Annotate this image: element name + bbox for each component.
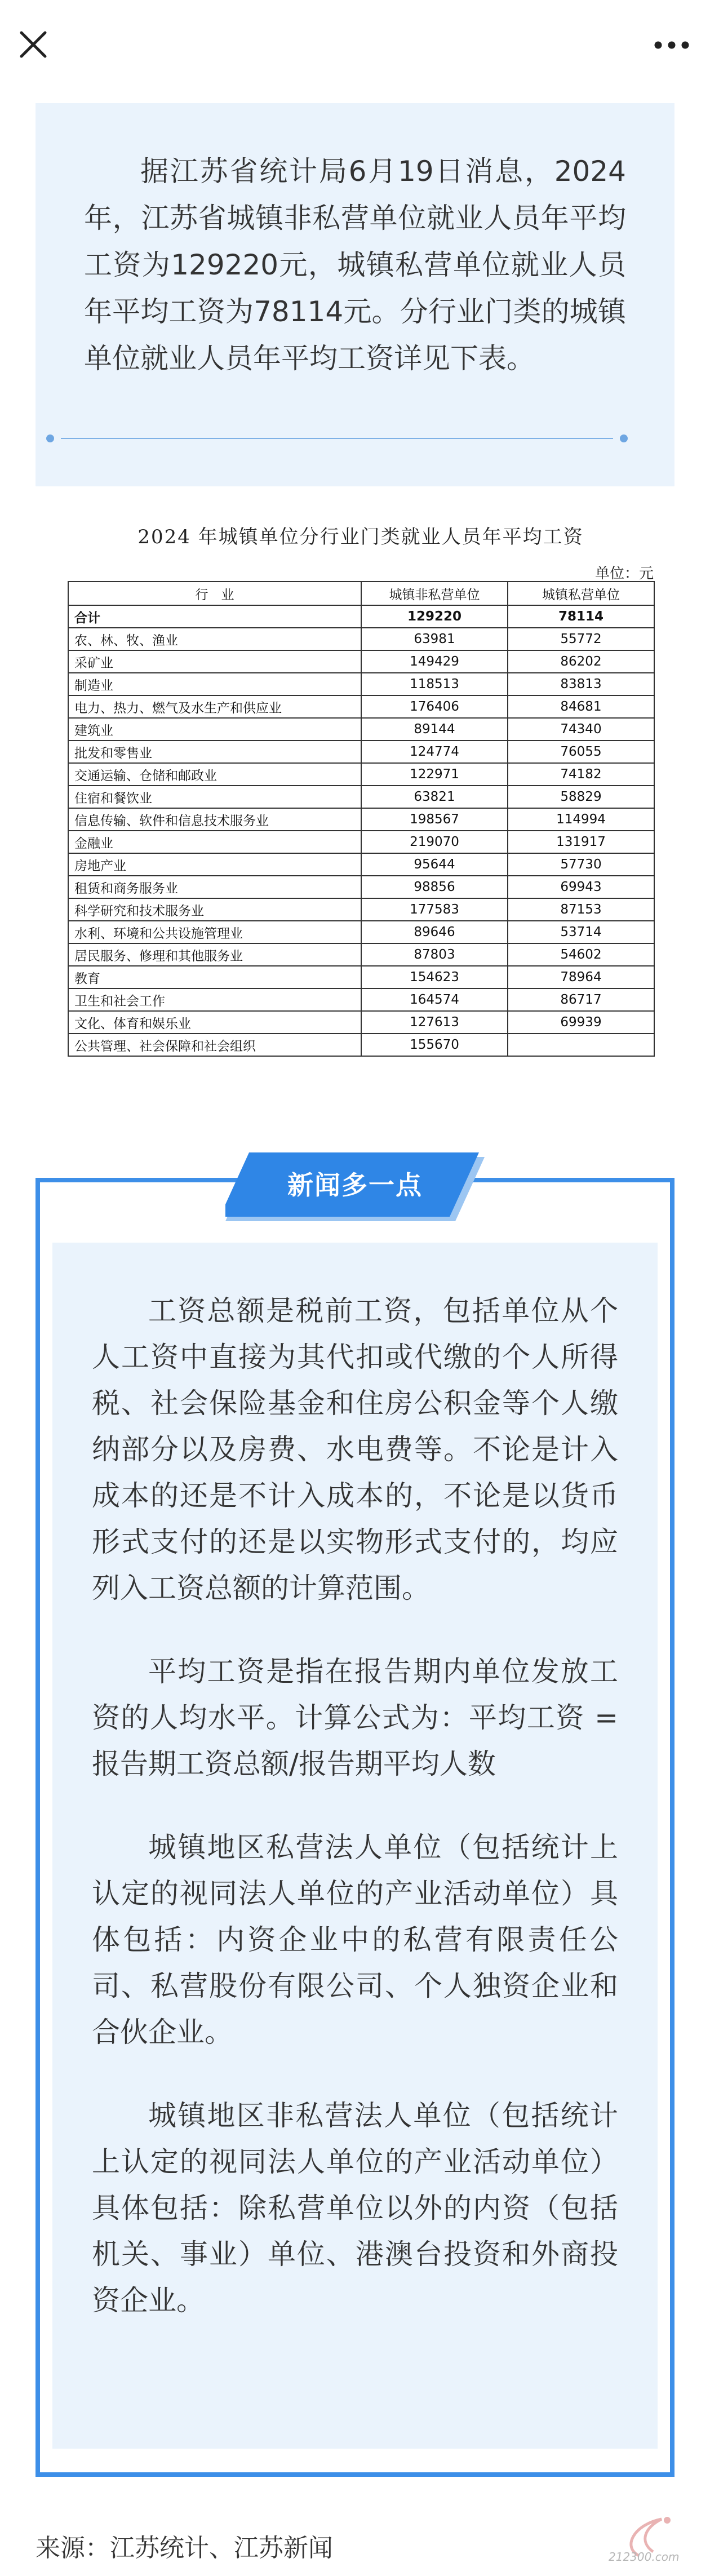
row-private: 55772 xyxy=(508,628,654,650)
intro-paragraph: 据江苏省统计局6月19日消息，2024年，江苏省城镇非私营单位就业人员年平均工资为129220元，城镇私营单位就业人员年平均工资为78114元。分行业门类的城镇单位就业人员年平均工资详见下表。 xyxy=(84,155,626,375)
row-industry: 居民服务、修理和其他服务业 xyxy=(68,943,361,966)
header-private: 城镇私营单位 xyxy=(508,582,654,605)
row-nonprivate: 89144 xyxy=(361,718,508,741)
table-row xyxy=(68,718,654,741)
row-private: 114994 xyxy=(508,808,654,831)
row-nonprivate: 154623 xyxy=(361,966,508,988)
row-private: 84681 xyxy=(508,695,654,718)
table-row xyxy=(68,808,654,831)
news-badge-title: 新闻多一点 xyxy=(287,1170,423,1200)
table-row xyxy=(68,1011,654,1034)
table-row xyxy=(68,831,654,853)
row-industry: 租赁和商务服务业 xyxy=(68,876,361,898)
row-industry: 卫生和社会工作 xyxy=(68,988,361,1011)
row-industry: 建筑业 xyxy=(68,718,361,741)
table-row xyxy=(68,786,654,808)
row-private: 74340 xyxy=(508,718,654,741)
news-panel xyxy=(52,1243,658,2449)
table-title: 2024 年城镇单位分行业门类就业人员年平均工资 xyxy=(137,526,584,548)
table-row xyxy=(68,628,654,650)
close-button[interactable] xyxy=(16,27,51,62)
table-row xyxy=(68,898,654,921)
row-nonprivate: 63981 xyxy=(361,628,508,650)
row-private: 131917 xyxy=(508,831,654,853)
total-private: 78114 xyxy=(508,605,654,628)
row-nonprivate: 149429 xyxy=(361,650,508,673)
close-icon xyxy=(16,27,51,62)
row-private: 54602 xyxy=(508,943,654,966)
row-nonprivate: 122971 xyxy=(361,763,508,786)
row-nonprivate: 95644 xyxy=(361,853,508,876)
divider-line xyxy=(61,438,613,439)
table-row xyxy=(68,763,654,786)
row-industry: 批发和零售业 xyxy=(68,741,361,763)
row-private: 58829 xyxy=(508,786,654,808)
row-industry: 水利、环境和公共设施管理业 xyxy=(68,921,361,943)
row-nonprivate: 127613 xyxy=(361,1011,508,1034)
total-label: 合计 xyxy=(68,605,361,628)
row-nonprivate: 98856 xyxy=(361,876,508,898)
news-paragraph-1: 工资总额是税前工资，包括单位从个人工资中直接为其代扣或代缴的个人所得税、社会保险基金和住房公积金等个人缴纳部分以及房费、水电费等。不论是计入成本的还是不计入成本的，不论是以货币形式支付的还是以实物形式支付的，均应列入工资总额的计算范围。 xyxy=(92,1294,618,1604)
table-row xyxy=(68,876,654,898)
row-nonprivate: 164574 xyxy=(361,988,508,1011)
top-bar xyxy=(0,0,710,85)
row-industry: 公共管理、社会保障和社会组织 xyxy=(68,1034,361,1056)
row-private: 57730 xyxy=(508,853,654,876)
row-industry: 科学研究和技术服务业 xyxy=(68,898,361,921)
row-industry: 房地产业 xyxy=(68,853,361,876)
row-nonprivate: 198567 xyxy=(361,808,508,831)
row-industry: 信息传输、软件和信息技术服务业 xyxy=(68,808,361,831)
divider-dot-right xyxy=(620,434,628,442)
table-row xyxy=(68,853,654,876)
more-options-button[interactable] xyxy=(649,29,694,61)
row-nonprivate: 89646 xyxy=(361,921,508,943)
row-private: 69943 xyxy=(508,876,654,898)
row-nonprivate: 219070 xyxy=(361,831,508,853)
row-private: 69939 xyxy=(508,1011,654,1034)
row-private: 83813 xyxy=(508,673,654,695)
table-unit: 单位：元 xyxy=(594,565,654,582)
total-nonprivate: 129220 xyxy=(361,605,508,628)
intro-panel xyxy=(36,103,674,486)
wage-table-figure xyxy=(68,521,654,1099)
table-row xyxy=(68,943,654,966)
row-nonprivate: 124774 xyxy=(361,741,508,763)
table-row xyxy=(68,988,654,1011)
header-industry: 行 业 xyxy=(68,582,361,605)
row-industry: 农、林、牧、渔业 xyxy=(68,628,361,650)
row-nonprivate: 177583 xyxy=(361,898,508,921)
news-frame-top-left xyxy=(36,1178,250,1182)
row-industry: 文化、体育和娱乐业 xyxy=(68,1011,361,1034)
row-industry: 电力、热力、燃气及水生产和供应业 xyxy=(68,695,361,718)
row-industry: 采矿业 xyxy=(68,650,361,673)
row-industry: 住宿和餐饮业 xyxy=(68,786,361,808)
table-row xyxy=(68,741,654,763)
row-private: 76055 xyxy=(508,741,654,763)
table-row xyxy=(68,966,654,988)
row-industry: 制造业 xyxy=(68,673,361,695)
row-industry: 交通运输、仓储和邮政业 xyxy=(68,763,361,786)
row-private: 78964 xyxy=(508,966,654,988)
row-private: 86717 xyxy=(508,988,654,1011)
table-row xyxy=(68,673,654,695)
table-total-row xyxy=(68,605,654,628)
row-private: 87153 xyxy=(508,898,654,921)
header-nonprivate: 城镇非私营单位 xyxy=(361,582,508,605)
intro-divider xyxy=(46,433,628,444)
row-private: 74182 xyxy=(508,763,654,786)
wage-table xyxy=(68,581,655,1057)
row-industry: 金融业 xyxy=(68,831,361,853)
row-nonprivate: 87803 xyxy=(361,943,508,966)
row-industry: 教育 xyxy=(68,966,361,988)
row-nonprivate: 155670 xyxy=(361,1034,508,1056)
table-row xyxy=(68,1034,654,1056)
table-row xyxy=(68,695,654,718)
news-paragraph-3: 城镇地区私营法人单位（包括统计上认定的视同法人单位的产业活动单位）具体包括：内资企业中的私营有限责任公司、私营股份有限公司、个人独资企业和合伙企业。 xyxy=(92,1831,618,2049)
row-private xyxy=(508,1034,654,1056)
row-nonprivate: 176406 xyxy=(361,695,508,718)
table-row xyxy=(68,921,654,943)
news-paragraph-2: 平均工资是指在报告期内单位发放工资的人均水平。计算公式为：平均工资 = 报告期工资总额/报告期平均人数 xyxy=(92,1655,618,1780)
row-private: 86202 xyxy=(508,650,654,673)
divider-dot-left xyxy=(46,434,54,442)
row-nonprivate: 118513 xyxy=(361,673,508,695)
news-paragraph-4: 城镇地区非私营法人单位（包括统计上认定的视同法人单位的产业活动单位）具体包括：除私营单位以外的内资（包括机关、事业）单位、港澳台投资和外商投资企业。 xyxy=(92,2099,618,2317)
source-line: 来源：江苏统计、江苏新闻 xyxy=(36,2534,333,2562)
table-row xyxy=(68,650,654,673)
row-private: 53714 xyxy=(508,921,654,943)
news-frame-top-right xyxy=(461,1178,674,1182)
row-nonprivate: 63821 xyxy=(361,786,508,808)
watermark-text: 212300.com xyxy=(609,2550,680,2564)
table-header-row xyxy=(68,582,654,605)
more-dots-icon xyxy=(649,29,694,61)
